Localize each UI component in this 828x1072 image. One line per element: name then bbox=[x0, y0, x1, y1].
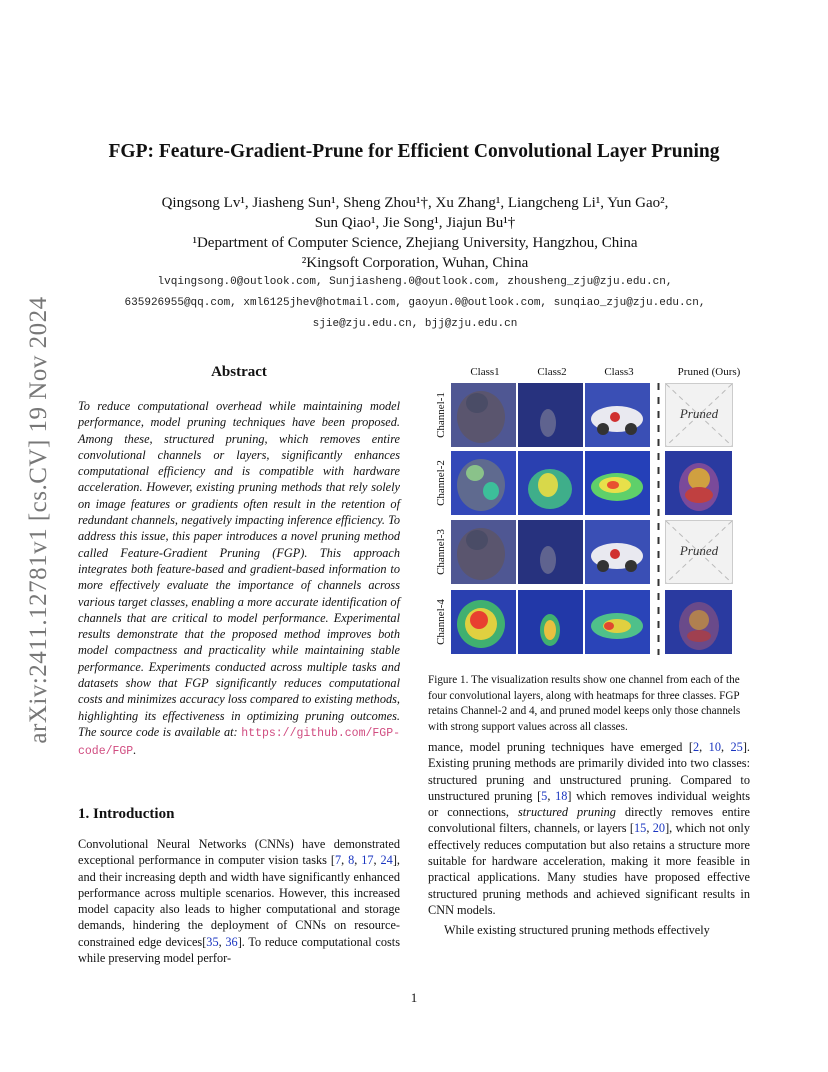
heatmap-tile bbox=[518, 383, 583, 447]
citation-link[interactable]: 2 bbox=[692, 740, 700, 754]
right-text-b: ]. Existing pruning methods are primarily divided into two classes: structured pruning and unstructured pruning. Compared to unstructured pruning [ bbox=[428, 740, 750, 803]
emails-line-3: sjie@zju.edu.cn, bjj@zju.edu.cn bbox=[312, 318, 518, 330]
pruned-label: Pruned bbox=[679, 543, 719, 558]
heatmap-tile bbox=[665, 451, 732, 515]
right-text-c: ] which removes individual weights or connections, bbox=[428, 788, 750, 820]
row-label bbox=[430, 383, 452, 447]
figure-caption: Figure 1. The visualization results show one channel from each of the four convolutional layers, along with heatmaps for three classes. FGP retains Channel-2 and 4, and pruned model keeps only those channels with strong support values across all classes. bbox=[428, 674, 741, 733]
citation-link[interactable]: 17 bbox=[361, 853, 374, 868]
right-column-text bbox=[428, 739, 750, 939]
heatmap-tile bbox=[518, 520, 583, 584]
intro-paragraph: Convolutional Neural Networks (CNNs) have demonstrated exceptional performance in computer vision tasks [7, 8, 17, 24], and their increasing depth and width have significantly enhanced performance across multiple scenarios. However, this increased model capacity also leads to higher computational and storage demands, hindering the deployment of CNNs on resource-constrained edge devices[35, 36]. To reduce computational costs while preserving model perfor- bbox=[78, 837, 400, 966]
affiliation-2: ²Kingsoft Corporation, Wuhan, China bbox=[301, 255, 529, 271]
source-code-link[interactable]: https://github.com/FGP-code/FGP bbox=[78, 726, 400, 759]
emails-line-2: 635926955@qq.com, xml6125jhev@hotmail.com, gaoyun.0@outlook.com, sunqiao_zju@zju.edu.cn, bbox=[124, 297, 706, 309]
citation-link[interactable]: 35 bbox=[206, 934, 219, 949]
right-paragraph-2: While existing structured pruning methods effectively bbox=[444, 923, 710, 938]
column-label: Class3 bbox=[604, 366, 634, 378]
row-label-text: Channel-1 bbox=[435, 392, 447, 438]
abstract-end: . bbox=[133, 743, 137, 758]
right-paragraph-1: mance, model pruning techniques have emerged [2, 10, 25]. Existing pruning methods are primarily divided into two classes: structured pruning and unstructured pruning. Compared to unstructured pruning [5, 18] which removes individual weights or connections, structured pruning directly removes entire convolutional filters, channels, or layers [15, 20], which not only effectively reduces computation but also retains a structure more suitable for hardware acceleration, making it more feasible in practical applications. Many studies have proposed effective structured pruning methods and achieved significant results in CNN models. bbox=[428, 740, 751, 917]
column-label: Class2 bbox=[537, 366, 567, 378]
pruned-tile bbox=[665, 520, 733, 584]
column-label: Class1 bbox=[470, 366, 500, 378]
right-text-d: directly removes entire convolutional filters, channels, or layers [ bbox=[428, 805, 751, 836]
citation-link[interactable]: 7 bbox=[334, 853, 342, 868]
intro-heading: 1. Introduction bbox=[78, 806, 175, 822]
citation-link[interactable]: 18 bbox=[555, 788, 568, 803]
heatmap-tile bbox=[451, 590, 516, 654]
row-label-text: Channel-2 bbox=[435, 460, 447, 506]
heatmap-tile bbox=[585, 383, 650, 447]
author-block bbox=[90, 193, 740, 273]
citation-link[interactable]: 24 bbox=[380, 853, 393, 868]
affiliation-1: ¹Department of Computer Science, Zhejiang University, Hangzhou, China bbox=[192, 235, 638, 251]
page-number: 1 bbox=[410, 990, 418, 1005]
heatmap-tile bbox=[585, 520, 650, 584]
citation-link[interactable]: 36 bbox=[225, 934, 238, 949]
right-text-e: ], which not only effectively reduces computation but also retains a structure more suitable for hardware acceleration, making it more feasible in practical applications. Many studies have proposed effective structured pruning methods and achieved significant results in CNN models. bbox=[428, 821, 750, 917]
heatmap-tile bbox=[585, 451, 650, 515]
citation-link[interactable]: 20 bbox=[652, 821, 666, 836]
row-label bbox=[430, 451, 452, 515]
heatmap-tile bbox=[518, 451, 583, 515]
intro-text-c: ]. To reduce computational costs while preserving model perfor- bbox=[78, 934, 400, 966]
row-label bbox=[430, 520, 452, 584]
arxiv-sidebar bbox=[16, 280, 62, 760]
column-label: Pruned (Ours) bbox=[677, 366, 741, 378]
abstract-heading: Abstract bbox=[211, 364, 267, 380]
heatmap-tile bbox=[451, 383, 516, 447]
row-label-text: Channel-4 bbox=[435, 599, 447, 645]
emphasis-text: structured pruning bbox=[517, 805, 616, 820]
arxiv-id: arXiv:2411.12781v1 [cs.CV] 19 Nov 2024 bbox=[25, 296, 52, 744]
pruned-label: Pruned bbox=[679, 406, 719, 421]
citation-link[interactable]: 10 bbox=[708, 740, 721, 754]
heatmap-tile bbox=[665, 590, 732, 654]
email-block bbox=[60, 272, 770, 335]
pruned-tile bbox=[665, 383, 733, 447]
abstract-body bbox=[78, 398, 400, 761]
citation-link[interactable]: 25 bbox=[730, 740, 743, 754]
heatmap-tile bbox=[451, 451, 516, 515]
separator-line bbox=[657, 383, 660, 655]
paper-title: FGP: Feature-Gradient-Prune for Efficient Convolutional Layer Pruning bbox=[108, 141, 720, 162]
row-label bbox=[430, 590, 452, 654]
row-label-text: Channel-3 bbox=[435, 529, 447, 575]
heatmap-tile bbox=[451, 520, 516, 584]
authors-line-2: Sun Qiao¹, Jie Song¹, Jiajun Bu¹† bbox=[314, 215, 516, 231]
heatmap-tile bbox=[585, 590, 650, 654]
intro-text-b: ], and their increasing depth and width have significantly enhanced performance across multiple scenarios. However, this increased model capacity also leads to higher computational and storage demands, hindering the deployment of CNNs on resource-constrained edge devices[ bbox=[78, 853, 400, 949]
authors-line-1: Qingsong Lv¹, Jiasheng Sun¹, Sheng Zhou¹†, Xu Zhang¹, Liangcheng Li¹, Yun Gao², bbox=[161, 195, 669, 211]
citation-link[interactable]: 5 bbox=[541, 788, 548, 803]
intro-text-a: Convolutional Neural Networks (CNNs) have demonstrated exceptional performance in computer vision tasks [ bbox=[78, 837, 400, 868]
heatmap-tile bbox=[518, 590, 583, 654]
right-text-a: mance, model pruning techniques have emerged [ bbox=[428, 740, 693, 754]
abstract-text: To reduce computational overhead while maintaining model performance, model pruning techniques have been proposed. Among these, structured pruning, which removes entire convolutional channels or layers, significantly enhances computational efficiency and is compatible with hardware acceleration. However, existing pruning methods that rely solely on image features or gradients often result in the retention of redundant channels, negatively impacting inference efficiency. To address this issue, this paper introduces a novel pruning method called Feature-Gradient Pruning (FGP). This approach integrates both feature-based and gradient-based information to more effectively evaluate the importance of channels across various target classes, enabling a more accurate identification of channels that are critical to model performance. Experimental results demonstrate that the proposed method improves both model compactness and practicality while maintaining stable performance. Experiments conducted across multiple tasks and datasets show that FGP significantly reduces computational costs and minimizes accuracy loss compared to existing methods, highlighting its effectiveness in optimizing pruning outcomes. The source code is available at: bbox=[78, 399, 400, 739]
citation-link[interactable]: 8 bbox=[348, 853, 355, 868]
emails-line-1: lvqingsong.0@outlook.com, Sunjiasheng.0@outlook.com, zhousheng_zju@zju.edu.cn, bbox=[157, 276, 673, 288]
figure-1 bbox=[428, 366, 752, 666]
citation-link[interactable]: 15 bbox=[634, 821, 647, 836]
